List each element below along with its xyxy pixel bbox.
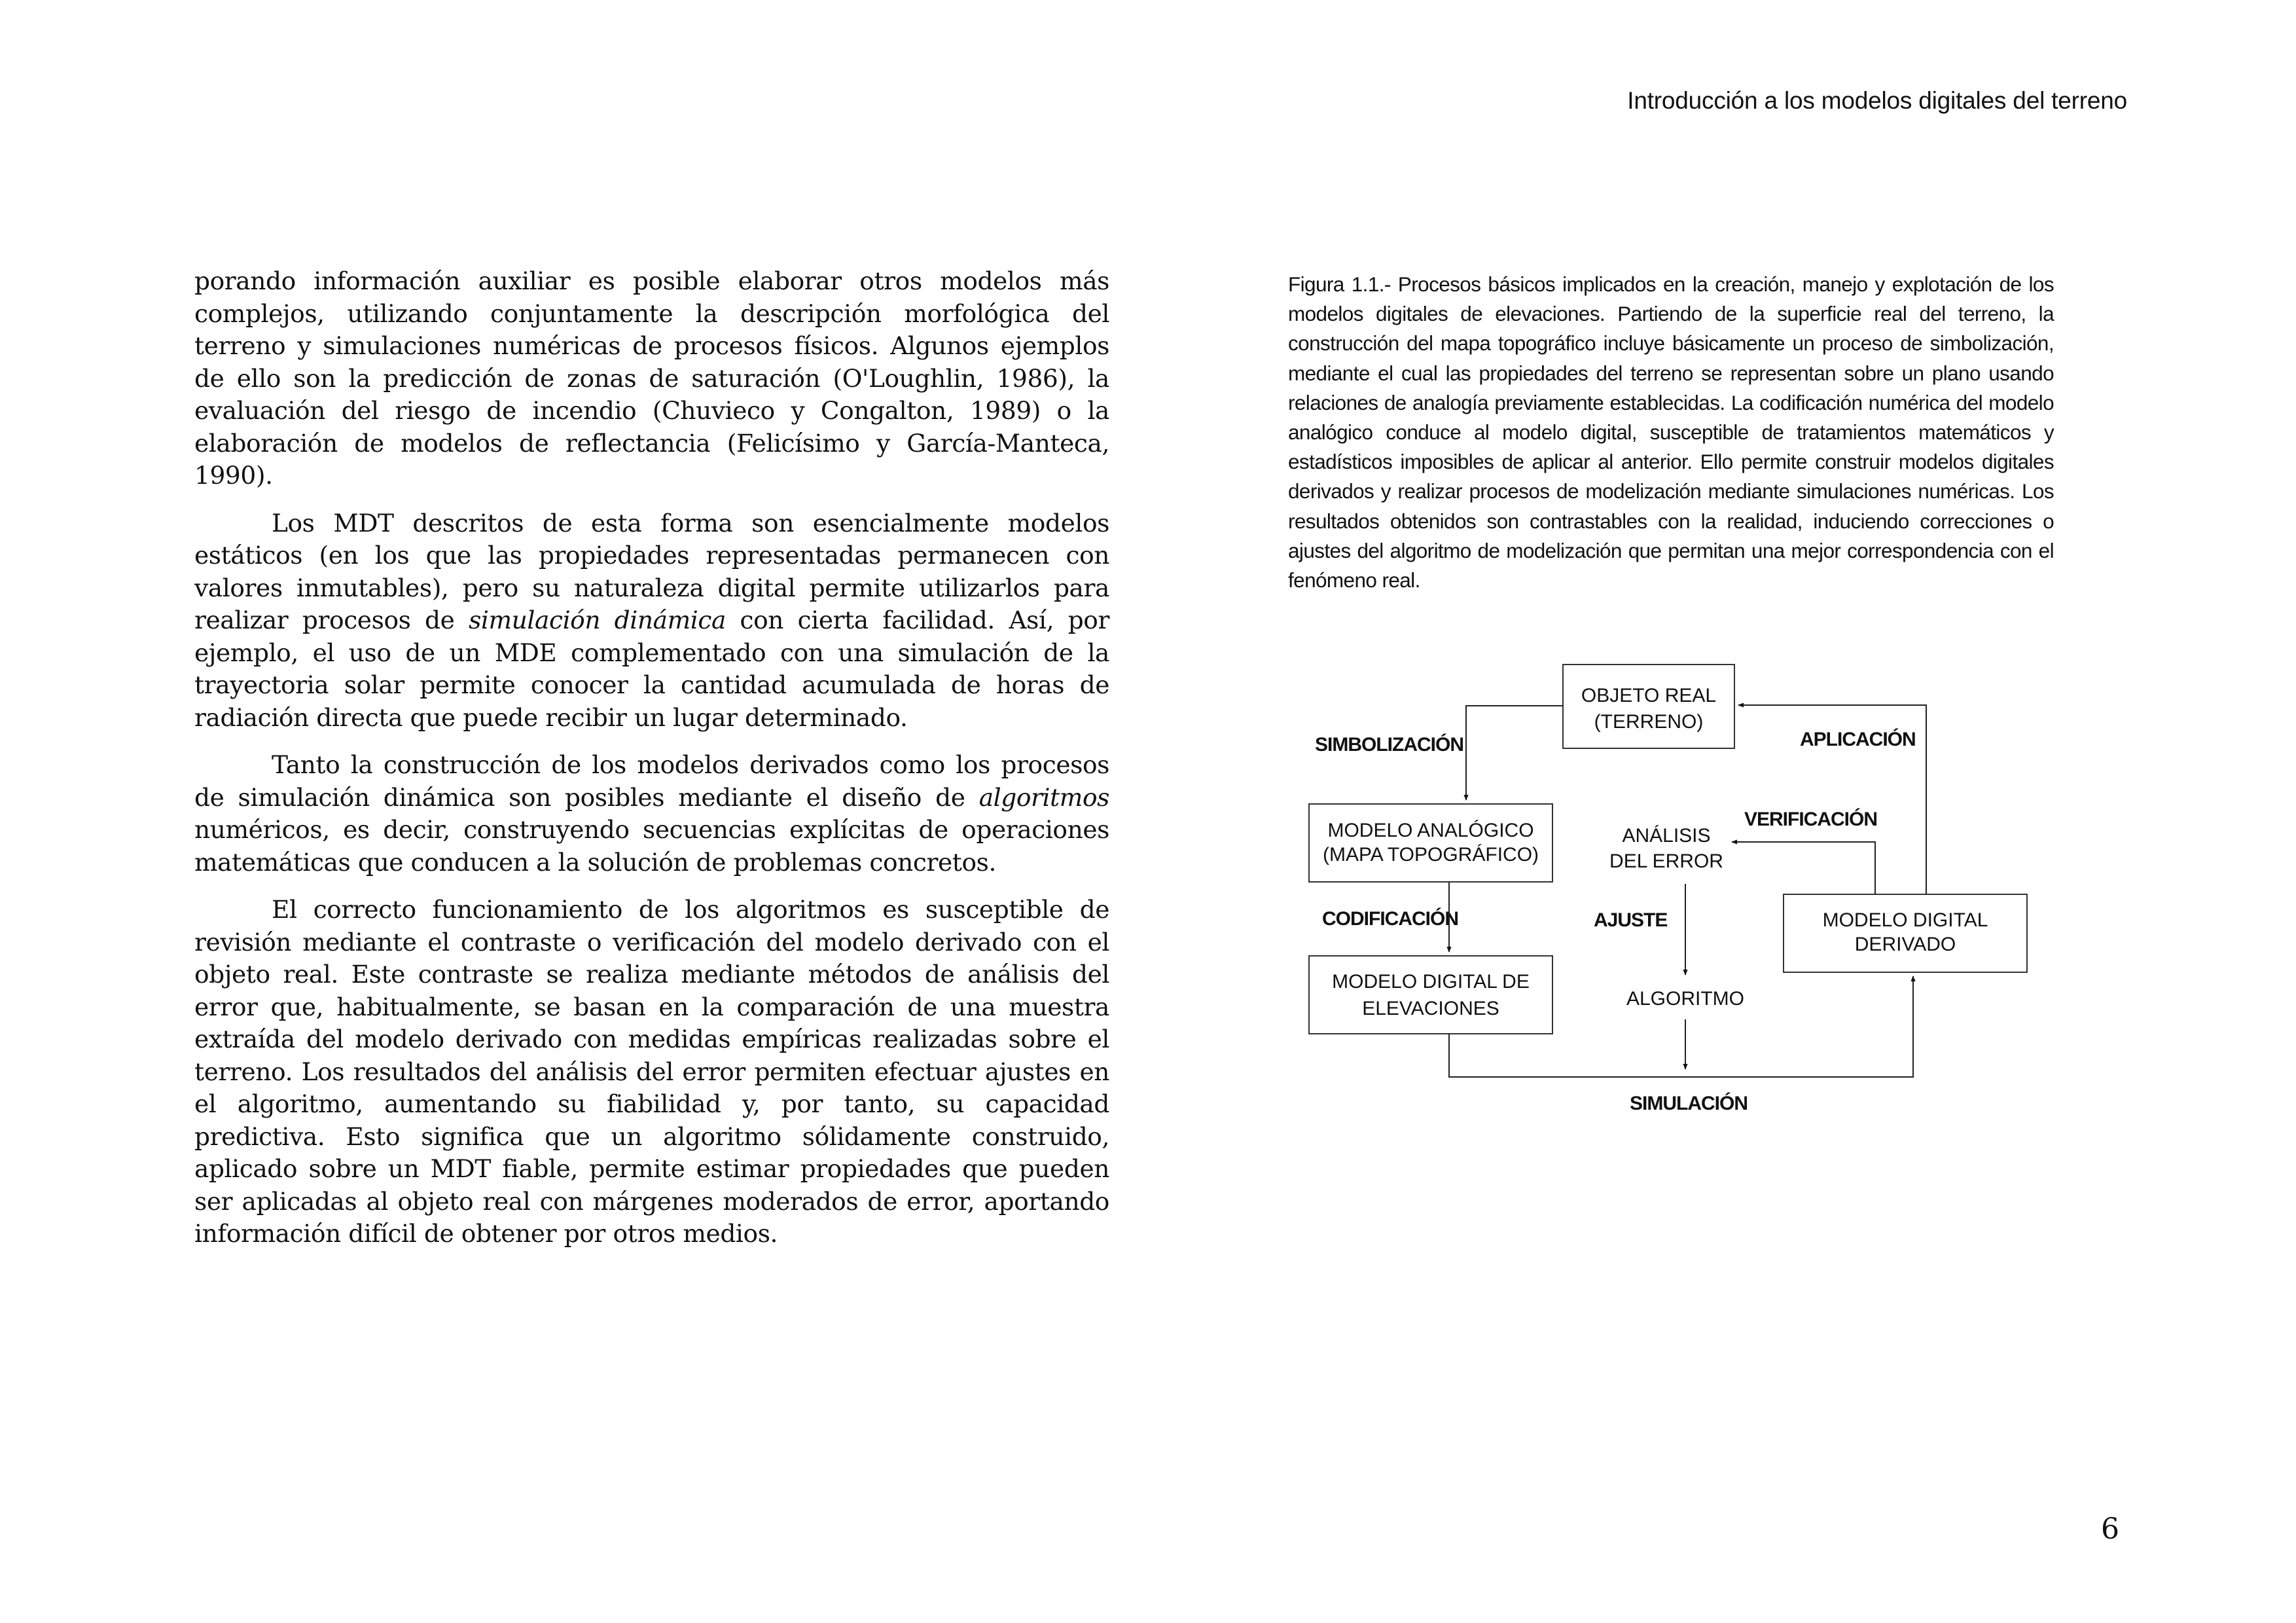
modelo-analogico-line-2: (MAPA TOPOGRÁFICO) <box>1322 844 1539 866</box>
page-number: 6 <box>2101 1512 2119 1546</box>
analisis-error-line-2: DEL ERROR <box>1609 850 1723 872</box>
label-verificacion: VERIFICACIÓN <box>1744 809 1878 830</box>
label-simulacion: SIMULACIÓN <box>1630 1093 1748 1114</box>
label-codificacion: CODIFICACIÓN <box>1322 908 1458 930</box>
mde-line-1: MODELO DIGITAL DE <box>1332 971 1530 993</box>
paragraph-3-emphasis: algoritmos <box>978 782 1109 812</box>
modelo-analogico-line-1: MODELO ANALÓGICO <box>1327 820 1534 841</box>
box-modelo-digital-elevaciones <box>1309 956 1552 1034</box>
mde-line-2: ELEVACIONES <box>1362 998 1499 1019</box>
label-aplicacion: APLICACIÓN <box>1800 729 1916 750</box>
paragraph-2-part-b: con cierta facilidad. Así, por ejemplo, el uso de un MDE complementado con una simulación de la trayectoria solar permite conocer la cantidad acumulada de horas de radiación directa que puede recibir un lugar determinado. <box>194 606 1109 732</box>
process-diagram <box>1283 651 2068 1149</box>
paragraph-2-emphasis: simulación dinámica <box>469 606 726 634</box>
paragraph-1: porando información auxiliar es posible elaborar otros modelos más complejos, utilizando conjuntamente la descripción morfológica del terreno y simulaciones numéricas de procesos físicos. Algunos ejemplos de ello son la predicción de zonas de saturación (O'Loughlin, 1986), la evaluación del riesgo de incendio (Chuvieco y Congalton, 1989) o la elaboración de modelos de reflectancia (Felicísimo y García-Manteca, 1990). <box>194 266 1109 490</box>
paragraph-3-part-b: numéricos, es decir, construyendo secuencias explícitas de operaciones matemáticas que conducen a la solución de problemas concretos. <box>194 815 1109 877</box>
modelo-derivado-line-2: DERIVADO <box>1854 934 1956 955</box>
objeto-real-line-2: (TERRENO) <box>1594 711 1704 733</box>
box-modelo-digital-derivado <box>1784 894 2027 972</box>
paragraph-2 <box>194 507 1109 735</box>
analisis-error-line-1: ANÁLISIS <box>1622 825 1711 847</box>
paragraph-2-part-a: Los MDT descritos de esta forma son esencialmente modelos estáticos (en los que las propiedades representadas permanecen con valores inmutables), pero su naturaleza digital permite utilizarlos para realizar procesos de <box>194 508 1109 634</box>
body-text <box>194 265 1109 1266</box>
modelo-derivado-line-1: MODELO DIGITAL <box>1822 909 1988 931</box>
box-modelo-analogico <box>1309 804 1552 882</box>
algoritmo-text: ALGORITMO <box>1626 988 1745 1010</box>
paragraph-3 <box>194 749 1109 879</box>
paragraph-3-part-a: Tanto la construcción de los modelos derivados como los procesos de simulación dinámica son posibles mediante el diseño de <box>194 750 1109 812</box>
box-objeto-real <box>1563 665 1734 748</box>
paragraph-4: El correcto funcionamiento de los algoritmos es susceptible de revisión mediante el contraste o verificación del modelo derivado con el objeto real. Este contraste se realiza mediante métodos de análisis del error que, habitualmente, se basan en la comparación de una muestra extraída del modelo derivado con medidas empíricas realizadas sobre el terreno. Los resultados del análisis del error permiten efectuar ajustes en el algoritmo, aumentando su fiabilidad y, por tanto, su capacidad predictiva. Esto significa que un algoritmo sólidamente construido, aplicado sobre un MDT fiable, permite estimar propiedades que pueden ser aplicadas al objeto real con márgenes moderados de error, aportando información difícil de obtener por otros medios. <box>194 895 1109 1248</box>
running-header: Introducción a los modelos digitales del terreno <box>1627 87 2127 114</box>
figure-caption: Figura 1.1.- Procesos básicos implicados en la creación, manejo y explotación de los modelos digitales de elevaciones. Partiendo de la superficie real del terreno, la construcción del mapa topográfico incluye básicamente un proceso de simbolización, mediante el cual las propiedades del terreno se representan sobre un plano usando relaciones de analogía previamente establecidas. La codificación numérica del modelo analógico conduce al modelo digital, susceptible de tratamientos matemáticos y estadísticos imposibles de aplicar al anterior. Ello permite construir modelos digitales derivados y realizar procesos de modelización mediante simulaciones numéricas. Los resultados obtenidos son contrastables con la realidad, induciendo correcciones o ajustes del algoritmo de modelización que permitan una mejor correspondencia con el fenómeno real. <box>1288 272 2054 593</box>
label-ajuste: AJUSTE <box>1594 909 1668 931</box>
arrow-verificacion <box>1732 842 1875 894</box>
label-simbolizacion: SIMBOLIZACIÓN <box>1315 734 1463 756</box>
arrow-simbolizacion <box>1466 706 1563 800</box>
objeto-real-line-1: OBJETO REAL <box>1581 685 1717 706</box>
